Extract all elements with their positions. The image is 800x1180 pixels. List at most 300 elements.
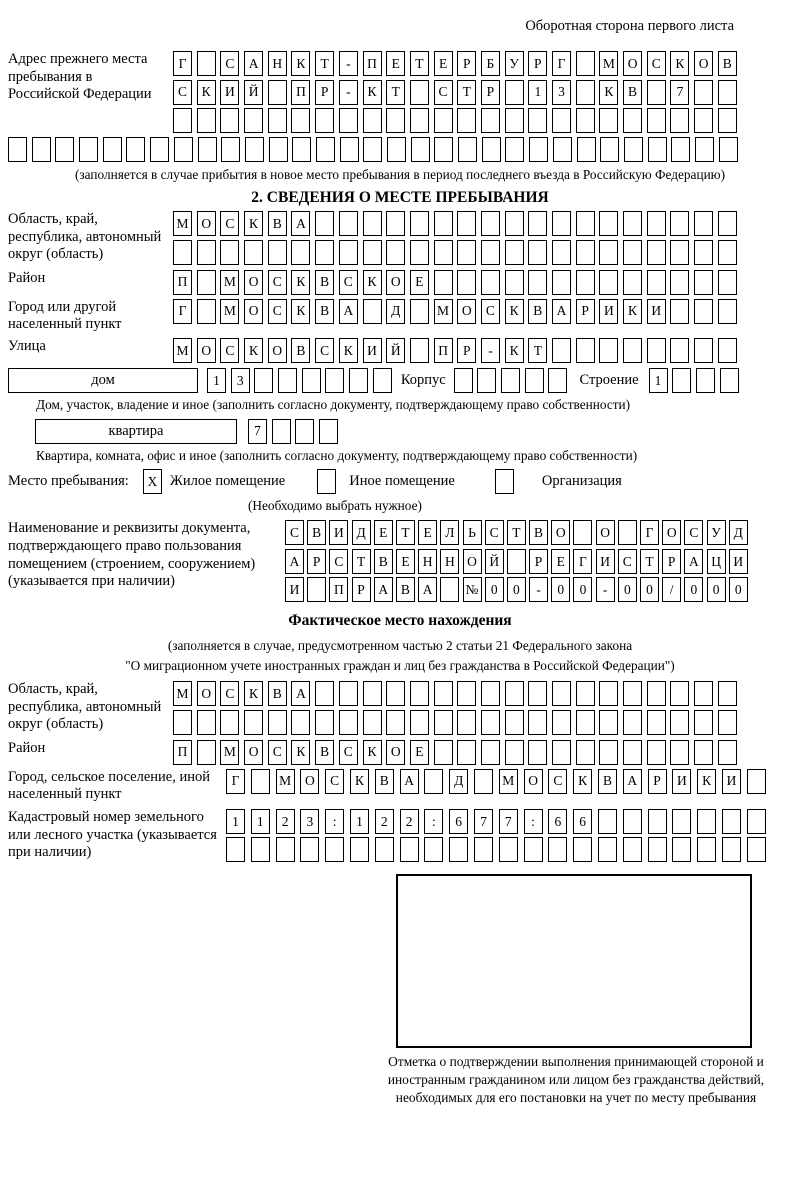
char-cell[interactable] (197, 299, 216, 324)
char-cell[interactable]: С (434, 80, 453, 105)
char-cell[interactable] (197, 240, 216, 265)
char-cell[interactable] (197, 108, 216, 133)
char-cell[interactable] (268, 240, 287, 265)
char-cell[interactable]: В (528, 299, 547, 324)
char-cell[interactable] (220, 108, 239, 133)
char-cell[interactable] (623, 809, 642, 834)
char-cell[interactable] (694, 240, 713, 265)
char-cell[interactable] (410, 240, 429, 265)
char-cell[interactable] (319, 419, 338, 444)
char-cell[interactable] (553, 137, 572, 162)
char-cell[interactable]: В (315, 270, 334, 295)
char-cell[interactable]: И (722, 769, 741, 794)
char-cell[interactable] (670, 108, 689, 133)
char-cell[interactable] (198, 137, 217, 162)
char-cell[interactable] (576, 80, 595, 105)
char-cell[interactable] (292, 137, 311, 162)
char-cell[interactable] (481, 270, 500, 295)
char-cell[interactable] (647, 338, 666, 363)
char-cell[interactable]: К (623, 299, 642, 324)
char-cell[interactable] (552, 211, 571, 236)
char-cell[interactable]: В (307, 520, 326, 545)
char-cell[interactable]: М (220, 740, 239, 765)
char-cell[interactable] (647, 710, 666, 735)
char-cell[interactable]: Й (244, 80, 263, 105)
char-cell[interactable] (268, 80, 287, 105)
char-cell[interactable] (434, 740, 453, 765)
char-cell[interactable] (623, 211, 642, 236)
char-cell[interactable]: И (329, 520, 348, 545)
char-cell[interactable] (291, 240, 310, 265)
char-cell[interactable]: Н (440, 549, 459, 574)
char-cell[interactable]: Л (440, 520, 459, 545)
char-cell[interactable] (576, 211, 595, 236)
char-cell[interactable] (482, 137, 501, 162)
char-cell[interactable] (697, 809, 716, 834)
char-cell[interactable] (8, 137, 27, 162)
char-cell[interactable]: 0 (684, 577, 703, 602)
char-cell[interactable]: Р (662, 549, 681, 574)
char-cell[interactable] (623, 681, 642, 706)
char-cell[interactable] (173, 240, 192, 265)
char-cell[interactable] (694, 740, 713, 765)
char-cell[interactable]: О (197, 681, 216, 706)
char-cell[interactable] (599, 681, 618, 706)
char-cell[interactable] (552, 240, 571, 265)
char-cell[interactable]: О (551, 520, 570, 545)
char-cell[interactable]: 2 (375, 809, 394, 834)
char-cell[interactable] (244, 710, 263, 735)
char-cell[interactable]: И (647, 299, 666, 324)
char-cell[interactable]: Ь (463, 520, 482, 545)
char-cell[interactable]: А (291, 211, 310, 236)
char-cell[interactable]: С (173, 80, 192, 105)
char-cell[interactable]: М (220, 299, 239, 324)
char-cell[interactable] (307, 577, 326, 602)
char-cell[interactable] (598, 837, 617, 862)
char-cell[interactable]: К (505, 299, 524, 324)
char-cell[interactable]: М (434, 299, 453, 324)
char-cell[interactable]: 3 (231, 368, 250, 393)
char-cell[interactable] (670, 710, 689, 735)
char-cell[interactable] (599, 211, 618, 236)
char-cell[interactable]: И (363, 338, 382, 363)
char-cell[interactable]: М (173, 211, 192, 236)
char-cell[interactable] (747, 769, 766, 794)
char-cell[interactable] (524, 837, 543, 862)
char-cell[interactable] (623, 270, 642, 295)
char-cell[interactable]: В (374, 549, 393, 574)
char-cell[interactable] (623, 740, 642, 765)
char-cell[interactable] (720, 368, 739, 393)
char-cell[interactable]: Т (352, 549, 371, 574)
char-cell[interactable]: М (499, 769, 518, 794)
char-cell[interactable] (126, 137, 145, 162)
char-cell[interactable] (505, 710, 524, 735)
char-cell[interactable] (718, 740, 737, 765)
char-cell[interactable] (694, 80, 713, 105)
char-cell[interactable] (697, 837, 716, 862)
char-cell[interactable]: 2 (400, 809, 419, 834)
char-cell[interactable]: 7 (474, 809, 493, 834)
char-cell[interactable]: Р (648, 769, 667, 794)
char-cell[interactable] (386, 211, 405, 236)
char-cell[interactable]: Р (457, 338, 476, 363)
char-cell[interactable]: - (529, 577, 548, 602)
char-cell[interactable]: С (220, 681, 239, 706)
char-cell[interactable] (434, 137, 453, 162)
char-cell[interactable] (173, 710, 192, 735)
char-cell[interactable]: С (684, 520, 703, 545)
char-cell[interactable] (623, 837, 642, 862)
char-cell[interactable] (507, 549, 526, 574)
char-cell[interactable] (722, 837, 741, 862)
char-cell[interactable] (718, 80, 737, 105)
char-cell[interactable] (481, 681, 500, 706)
char-cell[interactable] (375, 837, 394, 862)
char-cell[interactable] (251, 837, 270, 862)
char-cell[interactable] (552, 710, 571, 735)
char-cell[interactable]: 7 (499, 809, 518, 834)
char-cell[interactable]: В (291, 338, 310, 363)
char-cell[interactable]: Т (410, 51, 429, 76)
checkbox-residential[interactable]: X (143, 469, 162, 494)
char-cell[interactable] (670, 299, 689, 324)
char-cell[interactable]: Е (410, 270, 429, 295)
char-cell[interactable] (670, 270, 689, 295)
char-cell[interactable] (363, 137, 382, 162)
char-cell[interactable] (505, 108, 524, 133)
char-cell[interactable] (647, 211, 666, 236)
char-cell[interactable] (410, 299, 429, 324)
char-cell[interactable] (505, 270, 524, 295)
char-cell[interactable] (410, 681, 429, 706)
char-cell[interactable]: М (599, 51, 618, 76)
char-cell[interactable]: А (244, 51, 263, 76)
char-cell[interactable] (300, 837, 319, 862)
char-cell[interactable] (528, 740, 547, 765)
char-cell[interactable]: С (618, 549, 637, 574)
char-cell[interactable] (339, 710, 358, 735)
char-cell[interactable] (747, 837, 766, 862)
char-cell[interactable] (719, 137, 738, 162)
char-cell[interactable]: Е (374, 520, 393, 545)
char-cell[interactable]: Д (449, 769, 468, 794)
char-cell[interactable]: Н (268, 51, 287, 76)
char-cell[interactable] (434, 240, 453, 265)
char-cell[interactable] (477, 368, 496, 393)
char-cell[interactable] (457, 240, 476, 265)
char-cell[interactable] (410, 211, 429, 236)
char-cell[interactable]: В (315, 299, 334, 324)
char-cell[interactable] (599, 338, 618, 363)
char-cell[interactable] (573, 837, 592, 862)
char-cell[interactable] (694, 108, 713, 133)
char-cell[interactable]: 6 (449, 809, 468, 834)
char-cell[interactable]: И (596, 549, 615, 574)
char-cell[interactable]: 0 (507, 577, 526, 602)
char-cell[interactable]: Р (576, 299, 595, 324)
char-cell[interactable]: А (552, 299, 571, 324)
char-cell[interactable] (599, 710, 618, 735)
char-cell[interactable] (576, 240, 595, 265)
char-cell[interactable] (552, 270, 571, 295)
char-cell[interactable] (623, 108, 642, 133)
char-cell[interactable]: Т (396, 520, 415, 545)
char-cell[interactable] (623, 338, 642, 363)
char-cell[interactable] (440, 577, 459, 602)
char-cell[interactable]: 3 (552, 80, 571, 105)
char-cell[interactable] (434, 108, 453, 133)
char-cell[interactable] (302, 368, 321, 393)
char-cell[interactable]: Й (485, 549, 504, 574)
char-cell[interactable]: С (220, 338, 239, 363)
char-cell[interactable] (268, 710, 287, 735)
char-cell[interactable] (244, 108, 263, 133)
char-cell[interactable] (694, 681, 713, 706)
char-cell[interactable] (481, 240, 500, 265)
char-cell[interactable]: У (707, 520, 726, 545)
char-cell[interactable] (599, 108, 618, 133)
char-cell[interactable]: № (463, 577, 482, 602)
char-cell[interactable] (269, 137, 288, 162)
char-cell[interactable]: С (325, 769, 344, 794)
char-cell[interactable] (400, 837, 419, 862)
char-cell[interactable] (315, 211, 334, 236)
char-cell[interactable]: К (197, 80, 216, 105)
char-cell[interactable] (481, 740, 500, 765)
char-cell[interactable]: Е (386, 51, 405, 76)
char-cell[interactable]: О (596, 520, 615, 545)
char-cell[interactable] (295, 419, 314, 444)
char-cell[interactable] (424, 837, 443, 862)
char-cell[interactable] (722, 809, 741, 834)
char-cell[interactable]: П (329, 577, 348, 602)
char-cell[interactable]: 0 (551, 577, 570, 602)
char-cell[interactable]: М (220, 270, 239, 295)
char-cell[interactable]: О (300, 769, 319, 794)
char-cell[interactable]: О (463, 549, 482, 574)
char-cell[interactable]: О (662, 520, 681, 545)
char-cell[interactable] (528, 710, 547, 735)
char-cell[interactable]: С (268, 270, 287, 295)
char-cell[interactable]: Р (529, 549, 548, 574)
char-cell[interactable] (525, 368, 544, 393)
char-cell[interactable] (254, 368, 273, 393)
char-cell[interactable]: О (244, 740, 263, 765)
char-cell[interactable] (670, 681, 689, 706)
char-cell[interactable]: К (505, 338, 524, 363)
char-cell[interactable]: И (672, 769, 691, 794)
char-cell[interactable] (694, 710, 713, 735)
char-cell[interactable] (747, 809, 766, 834)
char-cell[interactable] (251, 769, 270, 794)
char-cell[interactable]: О (244, 299, 263, 324)
char-cell[interactable] (291, 108, 310, 133)
char-cell[interactable]: 1 (251, 809, 270, 834)
char-cell[interactable] (387, 137, 406, 162)
char-cell[interactable] (339, 108, 358, 133)
char-cell[interactable]: Д (386, 299, 405, 324)
char-cell[interactable] (695, 137, 714, 162)
char-cell[interactable]: Г (573, 549, 592, 574)
char-cell[interactable] (340, 137, 359, 162)
char-cell[interactable] (424, 769, 443, 794)
char-cell[interactable] (647, 740, 666, 765)
char-cell[interactable] (434, 270, 453, 295)
char-cell[interactable]: Е (396, 549, 415, 574)
char-cell[interactable] (576, 270, 595, 295)
char-cell[interactable]: Т (315, 51, 334, 76)
char-cell[interactable] (528, 270, 547, 295)
char-cell[interactable] (672, 809, 691, 834)
char-cell[interactable] (457, 270, 476, 295)
char-cell[interactable]: Н (418, 549, 437, 574)
char-cell[interactable]: К (291, 51, 310, 76)
char-cell[interactable]: В (718, 51, 737, 76)
char-cell[interactable]: 1 (528, 80, 547, 105)
char-cell[interactable]: А (339, 299, 358, 324)
char-cell[interactable]: Ц (707, 549, 726, 574)
char-cell[interactable] (505, 681, 524, 706)
char-cell[interactable]: 7 (670, 80, 689, 105)
char-cell[interactable] (718, 211, 737, 236)
char-cell[interactable]: С (339, 270, 358, 295)
char-cell[interactable]: К (244, 338, 263, 363)
char-cell[interactable] (220, 710, 239, 735)
char-cell[interactable]: Т (528, 338, 547, 363)
apartment-type-box[interactable]: квартира (35, 419, 237, 444)
char-cell[interactable]: В (315, 740, 334, 765)
char-cell[interactable] (670, 240, 689, 265)
char-cell[interactable] (505, 80, 524, 105)
char-cell[interactable] (315, 108, 334, 133)
char-cell[interactable]: - (339, 51, 358, 76)
char-cell[interactable] (386, 240, 405, 265)
house-type-box[interactable]: дом (8, 368, 198, 393)
char-cell[interactable] (434, 211, 453, 236)
char-cell[interactable] (576, 740, 595, 765)
char-cell[interactable]: Й (386, 338, 405, 363)
char-cell[interactable]: 1 (207, 368, 226, 393)
char-cell[interactable] (454, 368, 473, 393)
char-cell[interactable] (410, 338, 429, 363)
char-cell[interactable] (528, 108, 547, 133)
char-cell[interactable]: 0 (640, 577, 659, 602)
char-cell[interactable] (529, 137, 548, 162)
char-cell[interactable]: И (220, 80, 239, 105)
char-cell[interactable] (272, 419, 291, 444)
char-cell[interactable] (363, 240, 382, 265)
char-cell[interactable] (197, 710, 216, 735)
char-cell[interactable]: - (596, 577, 615, 602)
char-cell[interactable]: К (291, 740, 310, 765)
char-cell[interactable]: 0 (618, 577, 637, 602)
char-cell[interactable] (481, 710, 500, 735)
char-cell[interactable]: О (386, 270, 405, 295)
char-cell[interactable] (339, 211, 358, 236)
char-cell[interactable]: Д (729, 520, 748, 545)
char-cell[interactable]: И (599, 299, 618, 324)
char-cell[interactable] (457, 681, 476, 706)
char-cell[interactable]: 0 (485, 577, 504, 602)
char-cell[interactable] (648, 837, 667, 862)
char-cell[interactable]: О (524, 769, 543, 794)
char-cell[interactable]: В (268, 211, 287, 236)
char-cell[interactable] (481, 108, 500, 133)
char-cell[interactable]: С (481, 299, 500, 324)
char-cell[interactable] (291, 710, 310, 735)
char-cell[interactable] (505, 211, 524, 236)
char-cell[interactable]: А (374, 577, 393, 602)
char-cell[interactable] (552, 108, 571, 133)
char-cell[interactable] (647, 270, 666, 295)
char-cell[interactable] (174, 137, 193, 162)
char-cell[interactable] (457, 211, 476, 236)
char-cell[interactable] (694, 338, 713, 363)
char-cell[interactable]: В (623, 80, 642, 105)
char-cell[interactable]: О (457, 299, 476, 324)
char-cell[interactable] (150, 137, 169, 162)
char-cell[interactable] (245, 137, 264, 162)
char-cell[interactable] (648, 137, 667, 162)
char-cell[interactable]: Т (640, 549, 659, 574)
char-cell[interactable]: К (573, 769, 592, 794)
char-cell[interactable]: А (623, 769, 642, 794)
char-cell[interactable] (499, 837, 518, 862)
char-cell[interactable]: В (529, 520, 548, 545)
char-cell[interactable]: П (291, 80, 310, 105)
char-cell[interactable]: С (339, 740, 358, 765)
char-cell[interactable] (672, 837, 691, 862)
char-cell[interactable]: К (363, 80, 382, 105)
char-cell[interactable] (386, 681, 405, 706)
char-cell[interactable] (694, 270, 713, 295)
char-cell[interactable] (363, 108, 382, 133)
char-cell[interactable] (696, 368, 715, 393)
char-cell[interactable] (457, 108, 476, 133)
char-cell[interactable]: В (396, 577, 415, 602)
char-cell[interactable]: 6 (573, 809, 592, 834)
char-cell[interactable] (315, 681, 334, 706)
char-cell[interactable] (268, 108, 287, 133)
char-cell[interactable]: / (662, 577, 681, 602)
char-cell[interactable]: Е (434, 51, 453, 76)
char-cell[interactable] (599, 740, 618, 765)
char-cell[interactable]: О (268, 338, 287, 363)
char-cell[interactable]: Е (551, 549, 570, 574)
char-cell[interactable]: С (285, 520, 304, 545)
char-cell[interactable]: У (505, 51, 524, 76)
char-cell[interactable] (315, 710, 334, 735)
char-cell[interactable] (244, 240, 263, 265)
char-cell[interactable] (197, 740, 216, 765)
char-cell[interactable]: Р (307, 549, 326, 574)
char-cell[interactable] (457, 740, 476, 765)
char-cell[interactable] (449, 837, 468, 862)
char-cell[interactable]: С (268, 740, 287, 765)
char-cell[interactable] (577, 137, 596, 162)
char-cell[interactable] (670, 740, 689, 765)
char-cell[interactable] (576, 681, 595, 706)
char-cell[interactable]: 0 (729, 577, 748, 602)
char-cell[interactable] (618, 520, 637, 545)
char-cell[interactable]: Р (352, 577, 371, 602)
char-cell[interactable] (528, 211, 547, 236)
char-cell[interactable]: 3 (300, 809, 319, 834)
char-cell[interactable]: К (350, 769, 369, 794)
char-cell[interactable] (718, 681, 737, 706)
